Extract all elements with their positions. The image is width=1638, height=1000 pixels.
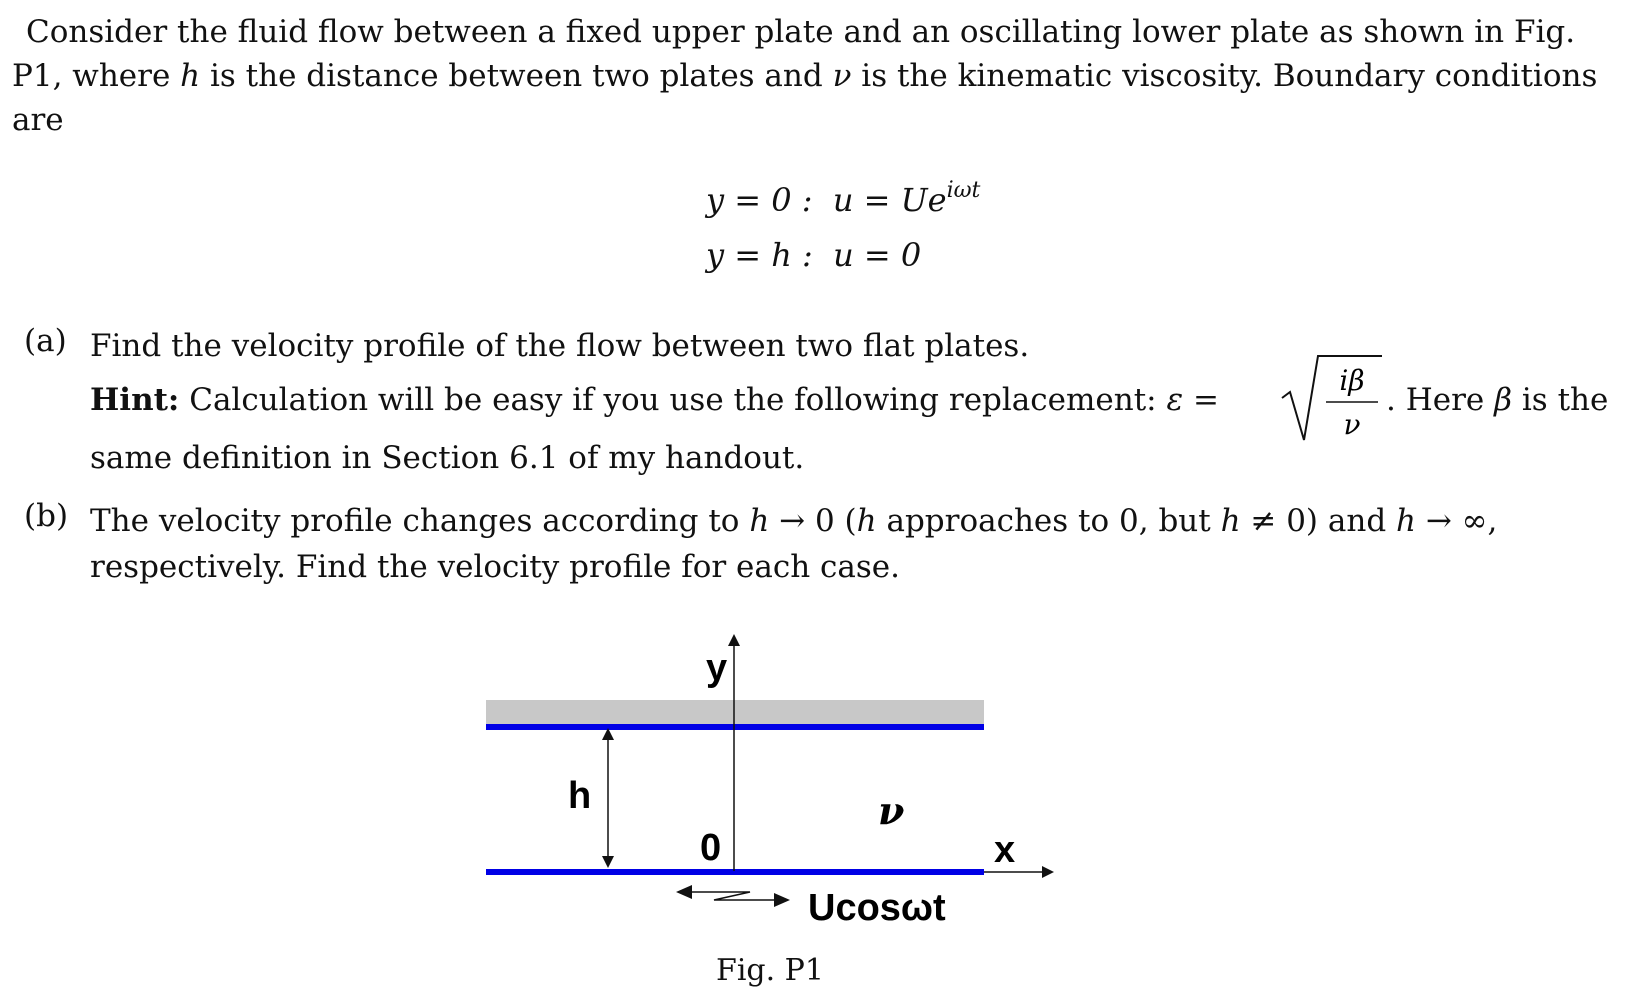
beta-symbol: β <box>1494 382 1513 418</box>
y-axis-label: y <box>706 647 728 689</box>
intro-paragraph: Consider the fluid flow between a fixed upper plate and an oscillating lower plate as shown in Fig. P1, where h is the distance between two plates and ν is the kinematic viscosity. Boundary conditions are <box>12 14 1598 138</box>
hint-tail: . Here β is the <box>1386 382 1609 418</box>
oscillation-arrow <box>678 892 786 900</box>
h-label: h <box>568 775 592 817</box>
upper-plate-fill <box>486 700 984 727</box>
part-a-question: Find the velocity profile of the flow between two flat plates. <box>90 328 1030 364</box>
nu-symbol: ν <box>832 58 852 94</box>
motion-label: Ucosωt <box>808 887 946 929</box>
origin-label: 0 <box>700 827 722 869</box>
lower-plate <box>486 869 984 875</box>
part-b-question: The velocity profile changes according to h → 0 (h approaches to 0, but h ≠ 0) and h → ∞, respectively. Find the velocity profile for each case. <box>90 503 1498 585</box>
sqrt-numerator: iβ <box>1339 364 1365 397</box>
oscillation-arrowhead-right <box>774 893 790 907</box>
oscillation-arrowhead-left <box>676 885 692 899</box>
upper-plate <box>486 724 984 730</box>
boundary-condition-2: y = h : u = 0 <box>706 236 922 274</box>
x-axis-label: x <box>994 829 1016 871</box>
part-b-label: (b) <box>24 498 69 534</box>
nu-label: ν <box>878 788 905 833</box>
hint-label: Hint: <box>90 382 180 418</box>
figure-caption: Fig. P1 <box>716 953 824 988</box>
sqrt-denominator: ν <box>1343 408 1361 441</box>
intro-line-1: Consider the fluid flow between a fixed upper plate and an oscillating lower plate as shown in Fig. <box>26 14 1576 50</box>
boundary-condition-1: y = 0 : $u = Ue^{i\omega t}$ <box>706 178 981 219</box>
h-symbol: h <box>180 58 201 94</box>
hint-line: Hint: Calculation will be easy if you use the following replacement: ε = <box>90 382 1219 418</box>
part-a-label: (a) <box>24 323 67 359</box>
hint-line-2: same definition in Section 6.1 of my handout. <box>90 440 805 476</box>
